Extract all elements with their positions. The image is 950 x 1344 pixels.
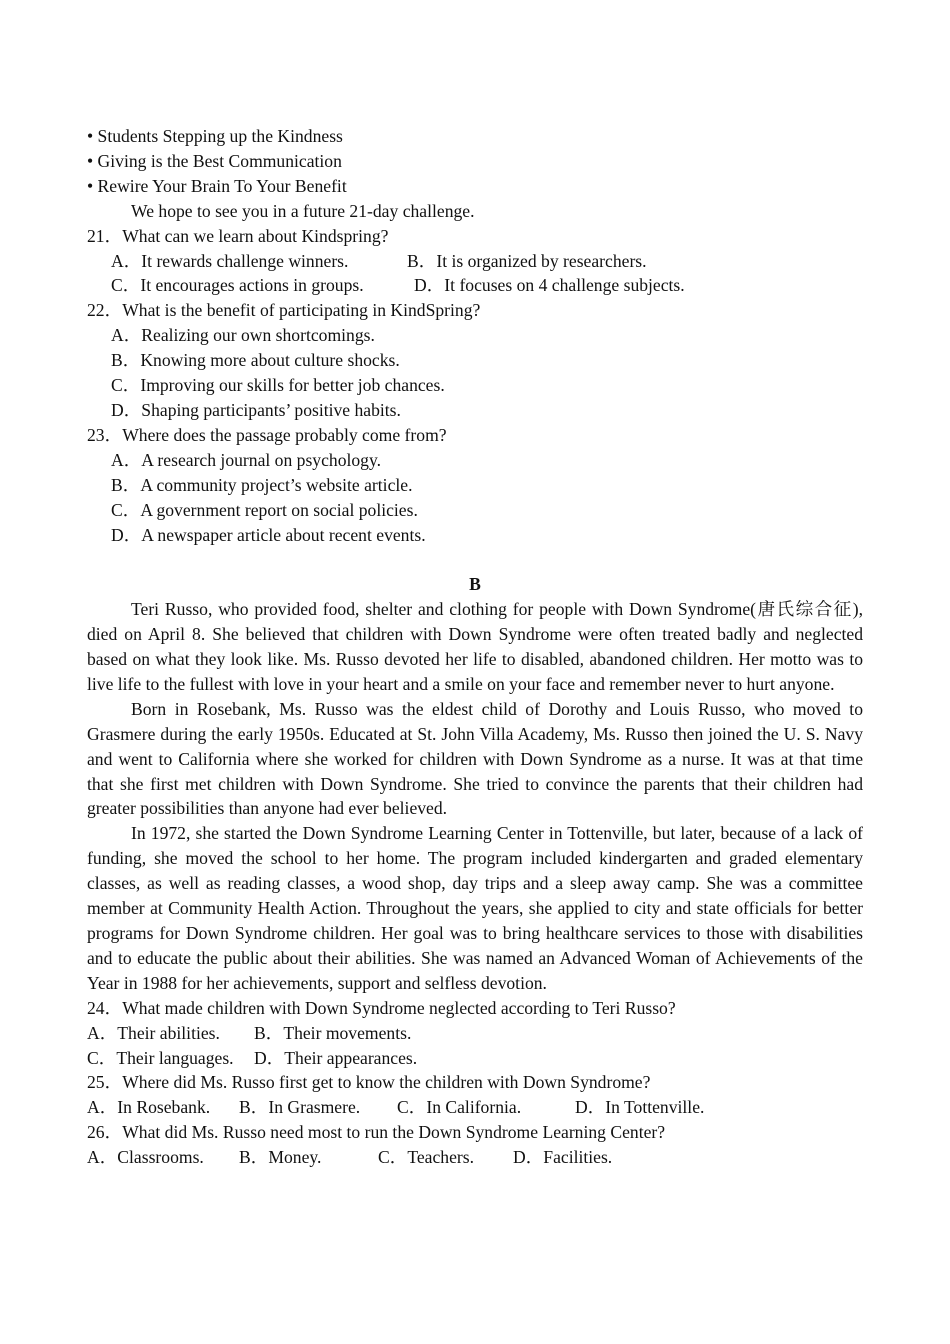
passage-paragraph-2: Born in Rosebank, Ms. Russo was the eldest child of Dorothy and Louis Russo, who moved to Grasmere during the early 1950s. Educated at St. John Villa Academy, Ms. Russo then joined the U. S. Navy and went to California where she worked for children with Down Syndrome as a nurse. It was at that time that she first met children with Down Syndrome. She tried to convince the parents that their children had greater possibilities than anyone had ever believed.: [87, 698, 863, 819]
option-d: D．Shaping participants’ positive habits.: [111, 399, 401, 420]
option-a: A．Their abilities.: [87, 1022, 220, 1043]
passage-paragraph-3: In 1972, she started the Down Syndrome Learning Center in Tottenville, but later, because of a lack of funding, she moved the school to her home. The program included kindergarten and graded elementary classes, as well as reading classes, a wood shop, day trips and a sleep away camp. She was a committee member at Community Health Action. Throughout the years, she applied to city and state officials for better programs for Down Syndrome children. Her goal was to bring healthcare services to those with disabilities and to educate the public about their abilities. She was named an Advanced Woman of Achievements of the Year in 1988 for her achievements, support and selfless devotion.: [87, 823, 863, 993]
option-a: A．In Rosebank.: [87, 1097, 211, 1118]
question-21-stem: 21．What can we learn about Kindspring?: [87, 225, 389, 246]
bullet-item: • Rewire Your Brain To Your Benefit: [87, 175, 347, 196]
option-c: C．Teachers.: [378, 1147, 474, 1168]
question-26-stem: 26．What did Ms. Russo need most to run the Down Syndrome Learning Center?: [87, 1122, 666, 1143]
option-c: C．It encourages actions in groups.: [111, 275, 364, 296]
option-b: B．Their movements.: [254, 1022, 412, 1043]
question-21-options-row-2: [87, 273, 863, 298]
section-b-heading: B: [469, 574, 481, 595]
option-c: C．A government report on social policies.: [111, 499, 418, 520]
section-spacer: [87, 547, 863, 572]
bullet-item: • Students Stepping up the Kindness: [87, 126, 343, 146]
question-24-stem: 24．What made children with Down Syndrome neglected according to Teri Russo?: [87, 997, 676, 1018]
passage-paragraph-1: Teri Russo, who provided food, shelter and clothing for people with Down Syndrome(唐氏综合征), died on April 8. She believed that children with Down Syndrome were often treated badly and neglected based on what they look like. Ms. Russo devoted her life to disabled, abandoned children. Her motto was to live life to the fullest with love in your heart and a smile on your face and remember never to hurt anyone.: [87, 599, 863, 694]
option-b: B．Knowing more about culture shocks.: [111, 350, 400, 371]
option-a: A．Realizing our own shortcomings.: [111, 325, 375, 346]
option-d: D．A newspaper article about recent events.: [111, 524, 426, 545]
question-25-stem: 25．Where did Ms. Russo first get to know the children with Down Syndrome?: [87, 1072, 651, 1093]
option-c: C．Improving our skills for better job chances.: [111, 375, 445, 396]
option-a: A．Classrooms.: [87, 1147, 204, 1168]
question-21-options-row-1: [87, 249, 863, 274]
question-24-options-row-1: [87, 1021, 863, 1046]
question-24-options-row-2: [87, 1046, 863, 1071]
option-c: C．Their languages.: [87, 1047, 234, 1068]
closing-sentence: We hope to see you in a future 21-day challenge.: [131, 200, 475, 221]
option-d: D．It focuses on 4 challenge subjects.: [414, 275, 685, 296]
option-b: B．In Grasmere.: [239, 1097, 361, 1118]
question-23-stem: 23．Where does the passage probably come from?: [87, 424, 447, 445]
bullet-item: • Giving is the Best Communication: [87, 150, 342, 171]
option-d: D．In Tottenville.: [575, 1097, 705, 1118]
question-26-options: [87, 1145, 863, 1170]
option-b: B．A community project’s website article.: [111, 474, 413, 495]
option-a: A．A research journal on psychology.: [111, 449, 382, 470]
option-d: D．Facilities.: [513, 1147, 613, 1168]
question-22-stem: 22．What is the benefit of participating in KindSpring?: [87, 300, 481, 321]
option-b: B．Money.: [239, 1147, 322, 1168]
option-c: C．In California.: [397, 1097, 522, 1118]
exam-page: [87, 124, 863, 1170]
question-25-options: [87, 1095, 863, 1120]
option-a: A．It rewards challenge winners.: [111, 250, 349, 271]
option-d: D．Their appearances.: [254, 1047, 418, 1068]
option-b: B．It is organized by researchers.: [407, 250, 647, 271]
